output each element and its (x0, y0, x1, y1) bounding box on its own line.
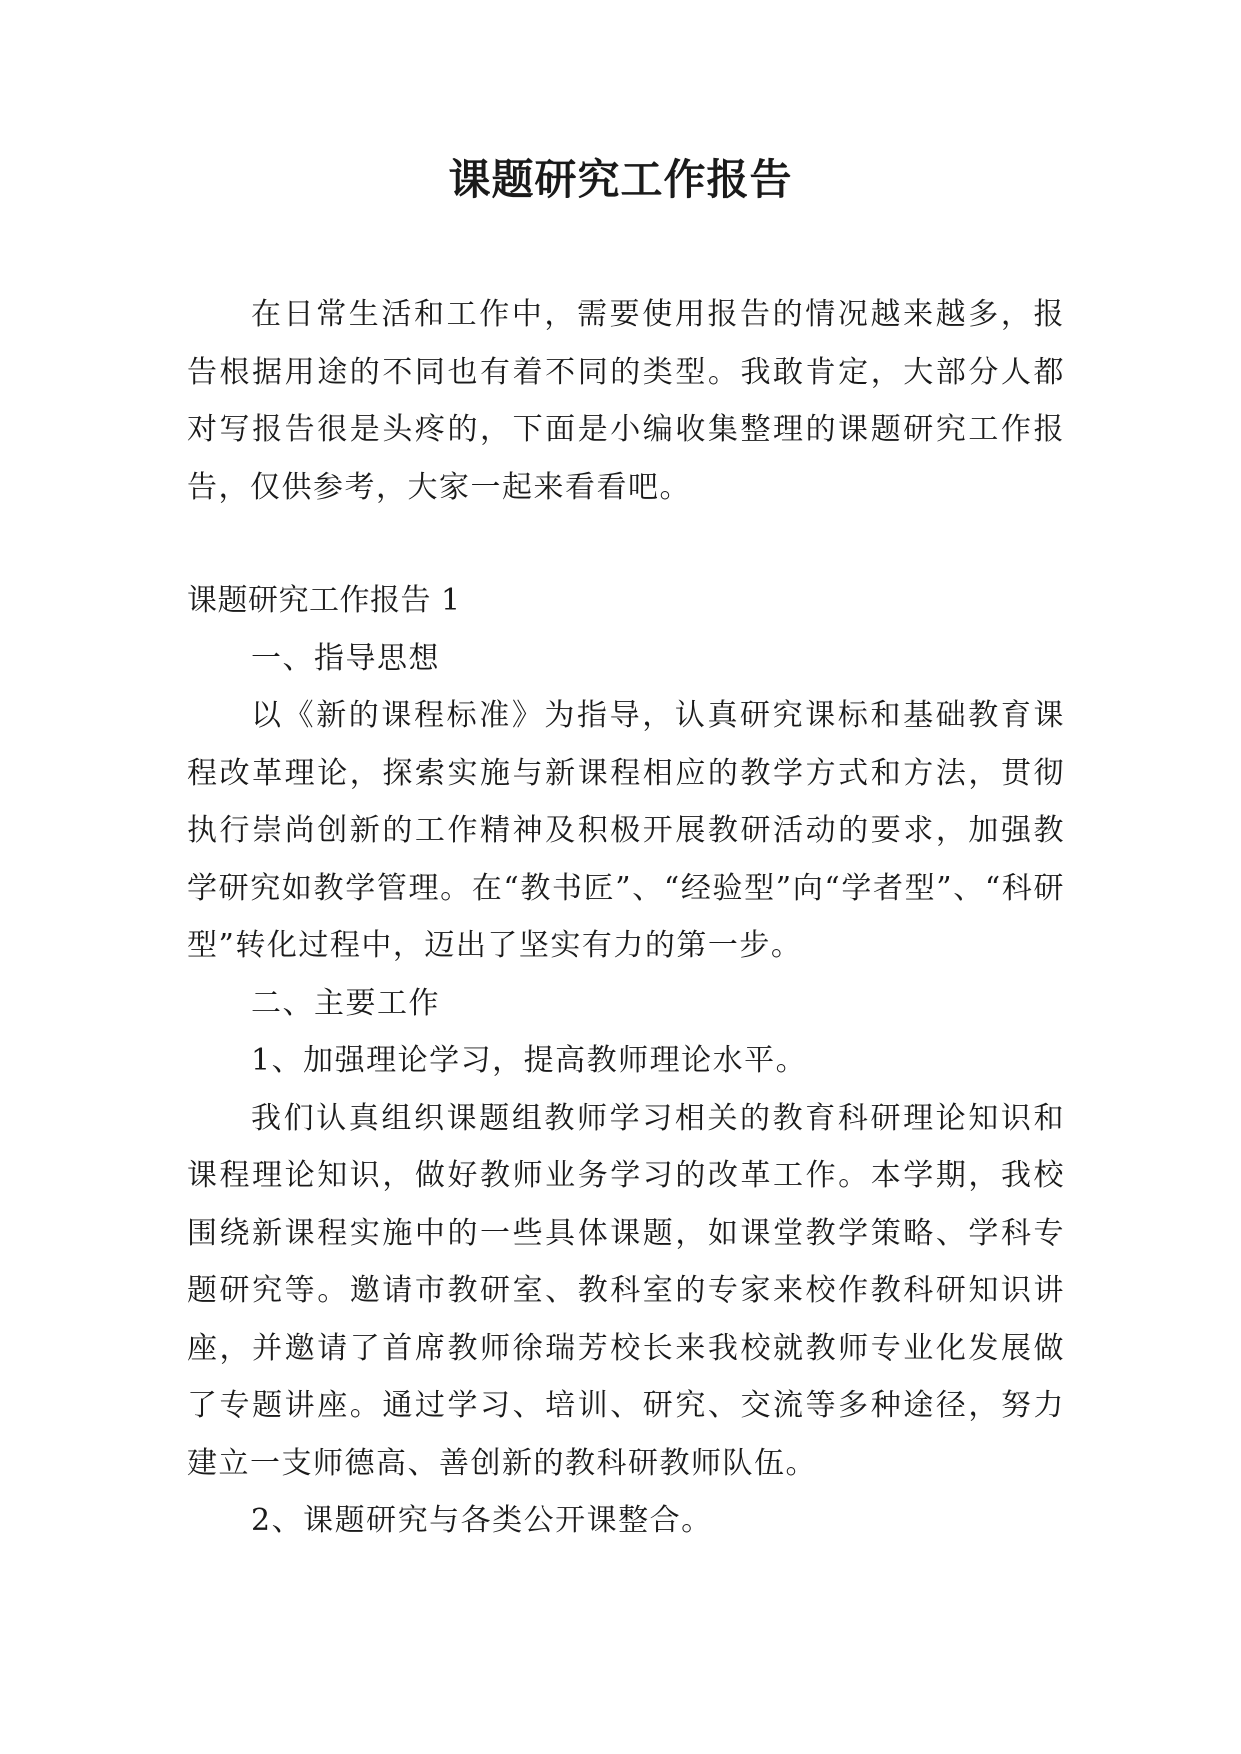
document-title: 课题研究工作报告 (448, 155, 793, 204)
item2-heading: 2、课题研究与各类公开课整合。 (251, 1503, 713, 1538)
section-heading: 课题研究工作报告 1 (187, 583, 461, 618)
item1-paragraph: 我们认真组织课题组教师学习相关的教育科研理论知识和课程理论知识，做好教师业务学习的改革工作。本学期，我校围绕新课程实施中的一些具体课题，如课堂教学策略、学科专题研究等。邀请市教研室、教科室的专家来校作教科研知识讲座，并邀请了首席教师徐瑞芳校长来我校就教师专业化发展做了专题讲座。通过学习、培训、研究、交流等多种途径，努力建立一支师德高、善创新的教科研教师队伍。 (187, 1100, 1065, 1481)
item1-heading: 1、加强理论学习，提高教师理论水平。 (251, 1043, 808, 1078)
section-spacer (187, 516, 1065, 572)
part2-heading: 二、主要工作 (251, 985, 440, 1021)
part1-heading: 一、指导思想 (251, 640, 440, 676)
part1-paragraph: 以《新的课程标准》为指导，认真研究课标和基础教育课程改革理论，探索实施与新课程相应的教学方式和方法，贯彻执行崇尚创新的工作精神及积极开展教研活动的要求，加强教学研究如教学管理。在“教书匠”、“经验型”向“学者型”、“科研型”转化过程中，迈出了坚实有力的第一步。 (187, 698, 1065, 963)
intro-paragraph: 在日常生活和工作中，需要使用报告的情况越来越多，报告根据用途的不同也有着不同的类型。我敢肯定，大部分人都对写报告很是头疼的，下面是小编收集整理的课题研究工作报告，仅供参考，大家一起来看看吧。 (187, 297, 1065, 505)
document-body (187, 286, 1065, 1550)
